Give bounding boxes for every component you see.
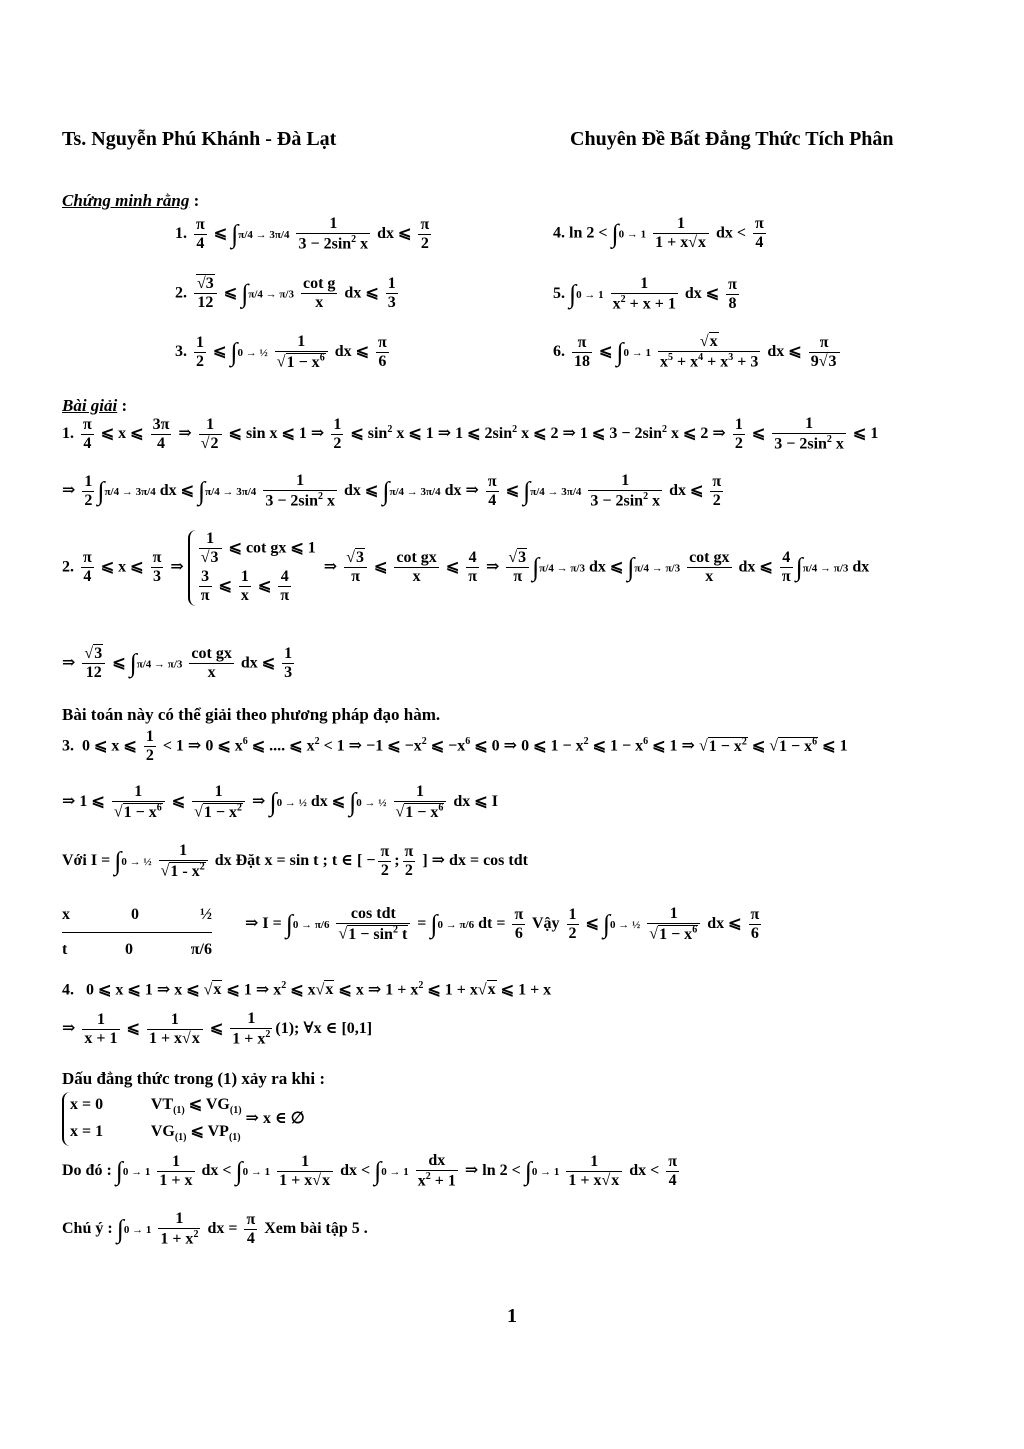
cell: 0 [131,906,139,923]
problem-2: 2. $\frac{√3}{12}$ ⩽ ∫π/4 → π/3 $\frac{\text{cot g}}{x}$ dx ⩽ $\frac{1}{3}$ [175,275,396,312]
solution-heading: Bài giải : [62,396,128,415]
solution-1-line-1: 1. $\frac{\pi}{4}$ ⩽ x ⩽ $\frac{3\pi}{4}$ ⇒ $\frac{1}{√2}$ ⩽ sin x ⩽ 1 ⇒ $\frac{1}{2}$ ⩽ $\sin^2 x$ ⩽ 1 ⇒ 1 ⩽ $2\sin^2$ x ⩽ 2 ⇒ 1 ⩽ $3 - 2\sin^2$ x ⩽ 2 ⇒ $\frac{1}{2}$ ⩽ $\frac{1}{3 - 2\sin^2 x}$ ⩽ 1 [62,415,879,453]
prove-heading-label: Chứng minh rằng [62,191,190,210]
problem-5-number: 5. [553,285,565,303]
header-author: Ts. Nguyễn Phú Khánh - Đà Lạt [62,128,337,150]
equality-system: x = 0 $VT_{(1)}$ ⩽ $VG_{(1)}$ x = 1 $VG_{(1)}$ ⩽ $VP_{(1)}$ ⇒ x ∈ ∅ [62,1092,305,1146]
note-label: Chú ý : [62,1220,113,1238]
solution-2-line-2: ⇒ $\frac{√3}{12}$ ⩽ ∫π/4 → π/3 $\frac{\text{cot gx}}{x}$ dx ⩽ $\frac{1}{3}$ [62,645,293,682]
cell: ½ [200,906,212,923]
set-label: Đặt [235,852,261,870]
problem-3-number: 3. [175,343,187,361]
problem-4-number: 4. [553,224,565,242]
note-line: Chú ý : ∫0 → 1 $\frac{1}{1 + x^2}$ dx = $\frac{\pi}{4}$ Xem bài tập 5 . [62,1210,368,1248]
problem-2-number: 2. [175,284,187,302]
cell: π/6 [190,941,212,958]
header-title: Chuyên Đề Bất Đẳng Thức Tích Phân [570,128,894,150]
prove-heading: Chứng minh rằng : [62,191,200,210]
then-label: Vậy [531,915,560,933]
problem-5: 5. ∫0 → 1 $\frac{1}{x^2 + x + 1}$ dx ⩽ $\frac{\pi}{8}$ [553,275,737,313]
problem-6: 6. $\frac{\pi}{18}$ ⩽ ∫0 → 1 $\frac{√x}{x^5 + x^4 + x^3 + 3}$ dx ⩽ $\frac{\pi}{9√3}$ [553,333,843,372]
solution-3-line-4: ⇒ I = ∫0 → π/6 $\frac{\text{cos tdt}}{√1 - \sin^2 t}$ = ∫0 → π/6 dt = $\frac{\pi}{6}$ Vậy $\frac{1}{2}$ ⩽ ∫0 → ½ $\frac{1}{√1 - x^6}$ dx ⩽ $\frac{\pi}{6}$ [245,905,760,943]
problem-3: 3. $\frac{1}{2}$ ⩽ ∫0 → ½ $\frac{1}{√1 - x^6}$ dx ⩽ $\frac{\pi}{6}$ [175,333,387,371]
see-label: Xem bài tập 5 . [264,1220,368,1238]
problem-1-number: 1. [175,225,187,243]
equality-brace: x = 0 $VT_{(1)}$ ⩽ $VG_{(1)}$ x = 1 $VG_{(1)}$ ⩽ $VP_{(1)}$ [62,1092,242,1146]
solution-1-line-2: ⇒ $\frac{1}{2}$ ∫π/4 → 3π/4 dx ⩽ ∫π/4 → 3π/4 $\frac{1}{3 - 2\sin^2 x}$ dx ⩽ ∫π/4 → 3π/4 dx ⇒ $\frac{\pi}{4}$ ⩽ ∫π/4 → 3π/4 $\frac{1}{3 - 2\sin^2 x}$ dx ⩽ $\frac{\pi}{2}$ [62,472,722,510]
problem-4: 4. ln 2 < ∫0 → 1 $\frac{1}{1 + x√x}$ dx < $\frac{\pi}{4}$ [553,215,764,252]
solution-2-line-1: 2. $\frac{\pi}{4}$ ⩽ x ⩽ $\frac{\pi}{3}$ ⇒ $\frac{1}{√3}$ ⩽ cot gx ⩽ 1 $\frac{3}{\pi}$ ⩽ $\frac{1}{x}$ ⩽ $\frac{4}{\pi}$ ⇒ $\frac{√3}{\pi}$ ⩽ $\frac{\text{cot gx}}{x}$ ⩽ $\frac{4}{\pi}$ ⇒ $\frac{√3}{\pi}$ ∫π/4 → π/3 dx ⩽ ∫π/4 → π/3 $\frac{\text{cot gx}}{x}$ dx ⩽ $\frac{4}{\pi}$ ∫π/4 → π/3 dx [62,530,870,605]
cell: x [62,906,70,923]
cell: 0 [125,941,134,958]
solution-3-line-1: 3. 0 ⩽ x ⩽ $\frac{1}{2}$ < 1 ⇒ 0 ⩽ $x^6$ ⩽ .... ⩽ $x^2 < 1$ ⇒ −1 ⩽ $-x^2$ ⩽ $-x^6$ ⩽ 0 ⇒ 0 ⩽ $1 - x^2$ ⩽ $1 - x^6$ ⩽ 1 ⇒ $√1 - x^2$ ⩽ $√1 - x^6$ ⩽ 1 [62,728,848,765]
problem-1: 1. $\frac{\pi}{4}$ ⩽ ∫π/4 → 3π/4 $\frac{1}{3 - 2\sin^2 x}$ dx ⩽ $\frac{\pi}{2}$ [175,215,430,253]
solution-4-line-2: ⇒ $\frac{1}{x + 1}$ ⩽ $\frac{1}{1 + x√x}$ ⩽ $\frac{1}{1 + x^2}$ (1); ∀x ∈ [0,1] [62,1010,373,1048]
remark-derivative: Bài toán này có thể giải theo phương pháp đạo hàm. [62,705,441,724]
cell: t [62,941,68,958]
solution-2-system: $\frac{1}{√3}$ ⩽ cot gx ⩽ 1 $\frac{3}{\pi}$ ⩽ $\frac{1}{x}$ ⩽ $\frac{4}{\pi}$ [188,530,316,606]
substitution-table [62,898,212,967]
page-number: 1 [507,1305,517,1327]
solution-4-conclusion: Do đó : ∫0 → 1 $\frac{1}{1 + x}$ dx < ∫0 → 1 $\frac{1}{1 + x√x}$ dx < ∫0 → 1 $\frac{dx}{x^2 + 1}$ ⇒ ln 2 < ∫0 → 1 $\frac{1}{1 + x√x}$ dx < $\frac{\pi}{4}$ [62,1152,678,1190]
solution-3-line-3: Với I = ∫0 → ½ $\frac{1}{√1 - x^2}$ dx Đặt x = sin t ; t ∈ [ − $\frac{\pi}{2}$ ; $\frac{\pi}{2}$ ] ⇒ dx = cos tdt [62,842,528,880]
solution-heading-label: Bài giải [62,396,118,415]
equality-label: Dấu đẳng thức trong (1) xảy ra khi : [62,1069,326,1088]
solution-3-line-2: ⇒ 1 ⩽ $\frac{1}{√1 - x^6}$ ⩽ $\frac{1}{√1 - x^2}$ ⇒ ∫0 → ½ dx ⩽ ∫0 → ½ $\frac{1}{√1 - x^6}$ dx ⩽ I [62,783,498,821]
hence-label: Do đó : [62,1162,112,1180]
substitution-row-x [62,898,212,932]
solution-4-line-1: 4. 0 ⩽ x ⩽ 1 ⇒ x ⩽ √x ⩽ 1 ⇒ $x^2$ ⩽ x√x ⩽ x ⇒ $1 + x^2$ ⩽ 1 + x√x ⩽ 1 + x [62,980,552,999]
with-label: Với [62,852,87,870]
problem-6-number: 6. [553,343,565,361]
substitution-row-t [62,932,212,967]
